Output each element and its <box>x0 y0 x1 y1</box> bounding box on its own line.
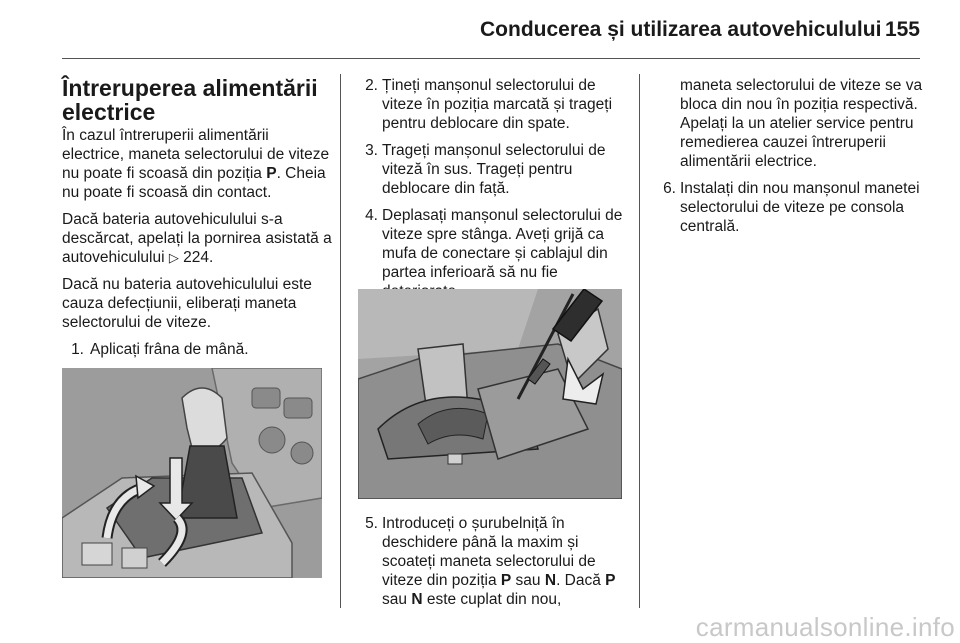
position-p: P <box>266 165 277 182</box>
column-3 <box>656 76 928 244</box>
step-5-continuation: maneta selectorului de viteze se va bloca din nou în poziția respectivă. Apelați la un atelier service pentru remedierea cauzei întreruperii alimentării electrice. <box>680 77 923 170</box>
page-ref-icon: ▷ <box>168 250 179 265</box>
step-5: 5. Introduceți o șurubelniță în deschidere până la maxim și scoateți maneta selectorului de viteze din poziția P sau N. Dacă P sau N este cuplat din nou, <box>365 515 616 608</box>
step-3: 3. Trageți manșonul selectorului de viteză în sus. Trageți pentru deblocare din față. <box>365 142 606 197</box>
column-1 <box>62 76 334 367</box>
running-header-title: Conducerea și utilizarea autovehiculului <box>480 18 882 41</box>
paragraph-battery: Dacă bateria autovehiculului s-a descărcat, apelați la pornirea asistată a autovehiculului ▷ 224. <box>62 211 332 266</box>
section-heading: Întreruperea alimentării electrice <box>62 75 318 125</box>
paragraph-power-failure: În cazul întreruperii alimentării electrice, maneta selectorului de viteze nu poate fi scoasă din poziția P. Cheia nu poate fi scoasă din contact. <box>62 127 330 201</box>
step-6: 6. Instalați din nou manșonul manetei selectorului de viteze pe consola centrală. <box>663 180 920 235</box>
figure-screwdriver-release <box>358 289 622 499</box>
column-2 <box>358 76 628 309</box>
page-ref-link[interactable]: 224 <box>183 249 210 266</box>
watermark: carmanualsonline.info <box>695 612 955 642</box>
column-divider-2 <box>639 74 640 608</box>
step-2: 2. Țineți manșonul selectorului de viteze în poziția marcată și trageți pentru deblocare din spate. <box>365 77 613 132</box>
step-1: 1. Aplicați frâna de mână. <box>71 341 249 358</box>
column-2-lower <box>358 514 628 617</box>
column-divider-1 <box>340 74 341 608</box>
figure-gear-selector <box>62 368 322 578</box>
step-4: 4. Deplasați manșonul selectorului de viteze spre stânga. Aveți grijă ca mufa de conectare și cablajul din partea inferioară să nu fie <box>365 207 623 281</box>
page-number: 155 <box>884 18 920 41</box>
header-rule <box>62 58 920 59</box>
paragraph-release-selector: Dacă nu bateria autovehiculului este cauza defecțiunii, eliberați maneta selectorului de viteze. <box>62 276 312 331</box>
